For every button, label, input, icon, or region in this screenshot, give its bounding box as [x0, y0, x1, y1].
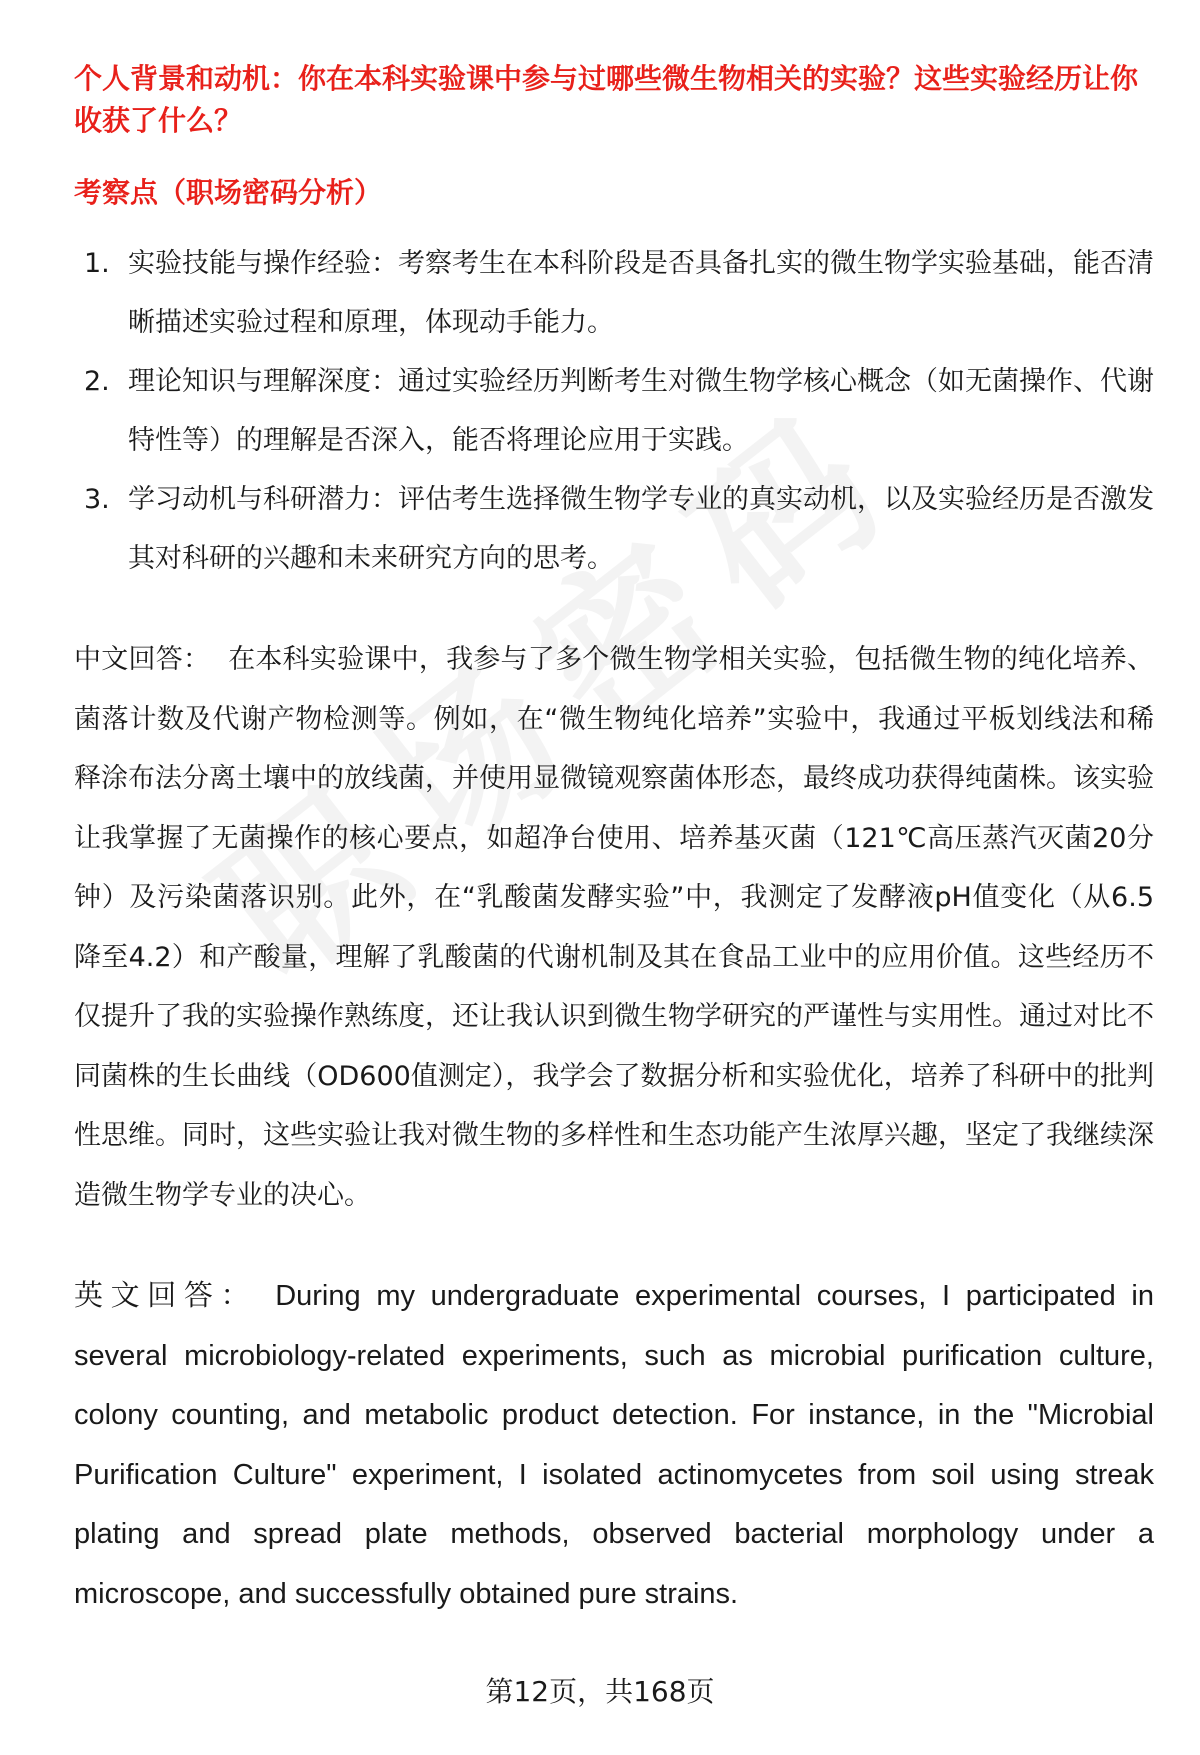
list-item-text: 学习动机与科研潜力：评估考生选择微生物学专业的真实动机，以及实验经历是否激发其对科研的兴趣和未来研究方向的思考。	[128, 484, 1154, 574]
english-answer	[74, 1267, 1154, 1624]
chinese-answer-label: 中文回答：	[74, 644, 211, 675]
list-item	[74, 234, 1154, 352]
list-item	[74, 352, 1154, 470]
english-answer-label: 英文回答：	[74, 1280, 258, 1312]
list-item-number: 1.	[84, 248, 110, 279]
question-heading: 个人背景和动机：你在本科实验课中参与过哪些微生物相关的实验？这些实验经历让你收获了什么？	[74, 62, 1139, 137]
assessment-title: 考察点（职场密码分析）	[74, 176, 383, 209]
assessment-points-list	[74, 234, 1154, 588]
list-item-number: 2.	[84, 366, 110, 397]
list-item-text: 实验技能与操作经验：考察考生在本科阶段是否具备扎实的微生物学实验基础，能否清晰描述实验过程和原理，体现动手能力。	[128, 248, 1154, 338]
list-item-text: 理论知识与理解深度：通过实验经历判断考生对微生物学核心概念（如无菌操作、代谢特性等）的理解是否深入，能否将理论应用于实践。	[128, 366, 1154, 456]
list-item	[74, 470, 1154, 588]
chinese-answer-text: 在本科实验课中，我参与了多个微生物学相关实验，包括微生物的纯化培养、菌落计数及代谢产物检测等。例如，在“微生物纯化培养”实验中，我通过平板划线法和稀释涂布法分离土壤中的放线菌，并使用显微镜观察菌体形态，最终成功获得纯菌株。该实验让我掌握了无菌操作的核心要点，如超净台使用、培养基灭菌（121℃高压蒸汽灭菌20分钟）及污染菌落识别。此外，在“乳酸菌发酵实验”中，我测定了发酵液pH值变化（从6.5降至4.2）和产酸量，理解了乳酸菌的代谢机制及其在食品工业中的应用价值。这些经历不仅提升了我的实验操作熟练度，还让我认识到微生物学研究的严谨性与实用性。通过对比不同菌株的生长曲线（OD600值测定），我学会了数据分析和实验优化，培养了科研中的批判性思维。同时，这些实验让我对微生物的多样性和生态功能产生浓厚兴趣，坚定了我继续深造微生物学专业的决心。	[74, 644, 1155, 1211]
list-item-number: 3.	[84, 484, 110, 515]
english-answer-text: During my undergraduate experimental courses, I participated in several microbiology-related experiments, such as microbial purification culture, colony counting, and metabolic product detection. For instance, in the "Microbial Purification Culture" experiment, I isolated actinomycetes from soil using streak plating and spread plate methods, observed bacterial morphology under a microscope, and successfully obtained pure strains.	[74, 1280, 1154, 1610]
chinese-answer	[74, 630, 1154, 1225]
page-footer: 第12页，共168页	[485, 1675, 715, 1708]
content-area	[74, 58, 1154, 1624]
